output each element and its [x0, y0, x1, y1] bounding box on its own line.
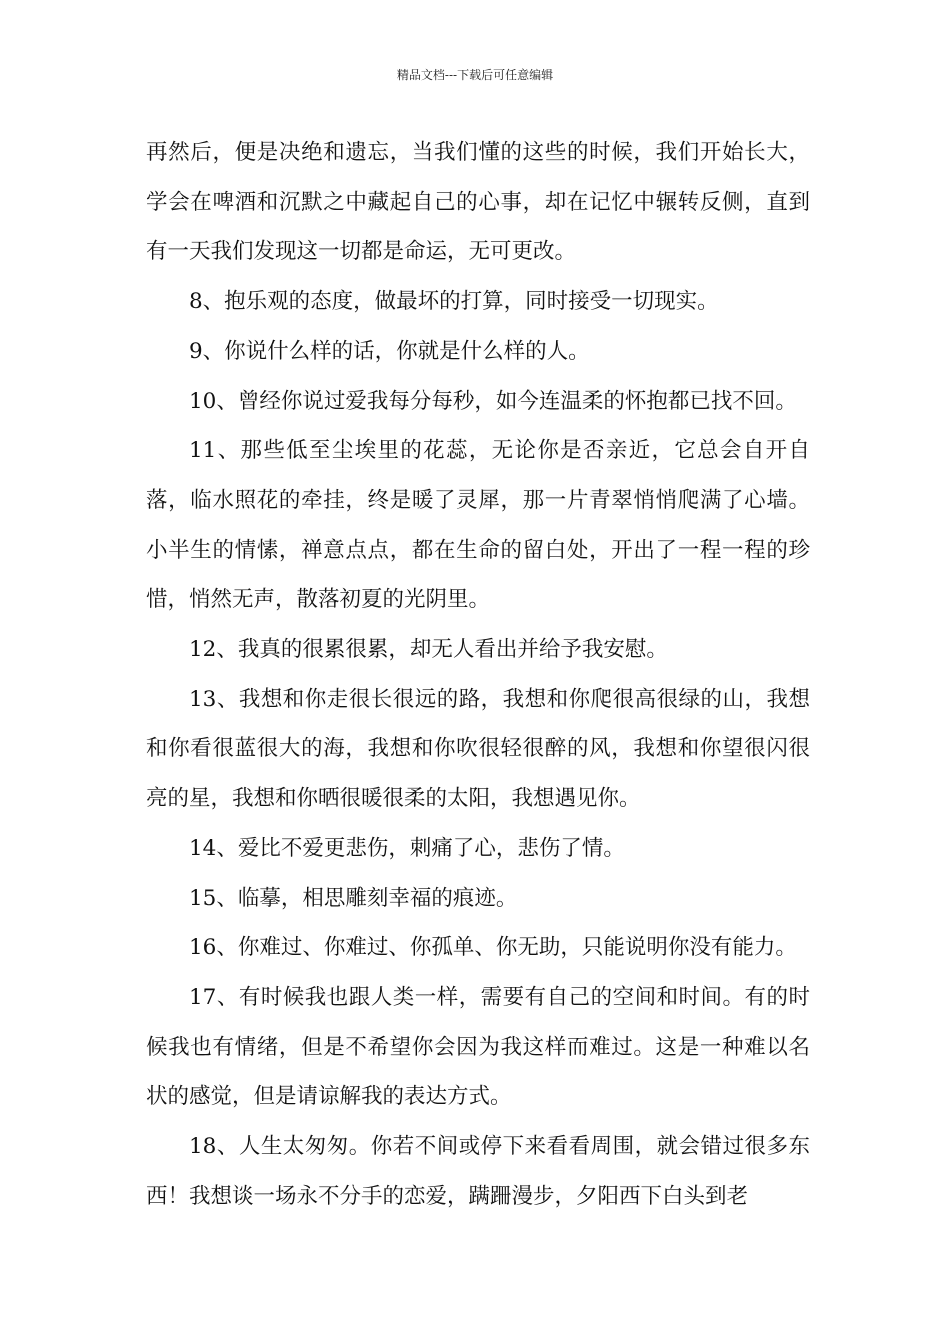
paragraph: 16、你难过、你难过、你孤单、你无助，只能说明你没有能力。 [189, 935, 797, 961]
paragraph: 18、人生太匆匆。你若不间或停下来看看周围，就会错过很多东西！我想谈一场永不分手的恋爱，蹒跚漫步，夕阳西下白头到老 [146, 1134, 810, 1209]
paragraph: 9、你说什么样的话，你就是什么样的人。 [189, 338, 590, 364]
paragraph: 8、抱乐观的态度，做最坏的打算，同时接受一切现实。 [189, 289, 719, 315]
page-header: 精品文档---下载后可任意编辑 [396, 68, 554, 82]
paragraph: 13、我想和你走很长很远的路，我想和你爬很高很绿的山，我想和你看很蓝很大的海，我想和你吹很轻很醉的风，我想和你望很闪很亮的星，我想和你晒很暖很柔的太阳，我想遇见你。 [146, 686, 810, 812]
paragraph: 12、我真的很累很累，却无人看出并给予我安慰。 [189, 637, 668, 663]
paragraph: 14、爱比不爱更悲伤，刺痛了心，悲伤了情。 [189, 835, 625, 861]
document-body [146, 128, 810, 1221]
paragraph: 再然后，便是决绝和遗忘，当我们懂的这些的时候，我们开始长大，学会在啤酒和沉默之中藏起自己的心事，却在记忆中辗转反侧，直到有一天我们发现这一切都是命运，无可更改。 [146, 140, 810, 265]
paragraph: 15、临摹，相思雕刻幸福的痕迹。 [189, 885, 518, 911]
paragraph: 17、有时候我也跟人类一样，需要有自己的空间和时间。有的时候我也有情绪，但是不希望你会因为我这样而难过。这是一种难以名状的感觉，但是请谅解我的表达方式。 [146, 984, 810, 1110]
paragraph: 11、那些低至尘埃里的花蕊，无论你是否亲近，它总会自开自落，临水照花的牵挂，终是暖了灵犀，那一片青翠悄悄爬满了心墙。小半生的情愫，禅意点点，都在生命的留白处，开出了一程一程的珍惜，悄然无声，散落初夏的光阴里。 [146, 438, 810, 613]
paragraph: 10、曾经你说过爱我每分每秒，如今连温柔的怀抱都已找不回。 [189, 388, 797, 414]
